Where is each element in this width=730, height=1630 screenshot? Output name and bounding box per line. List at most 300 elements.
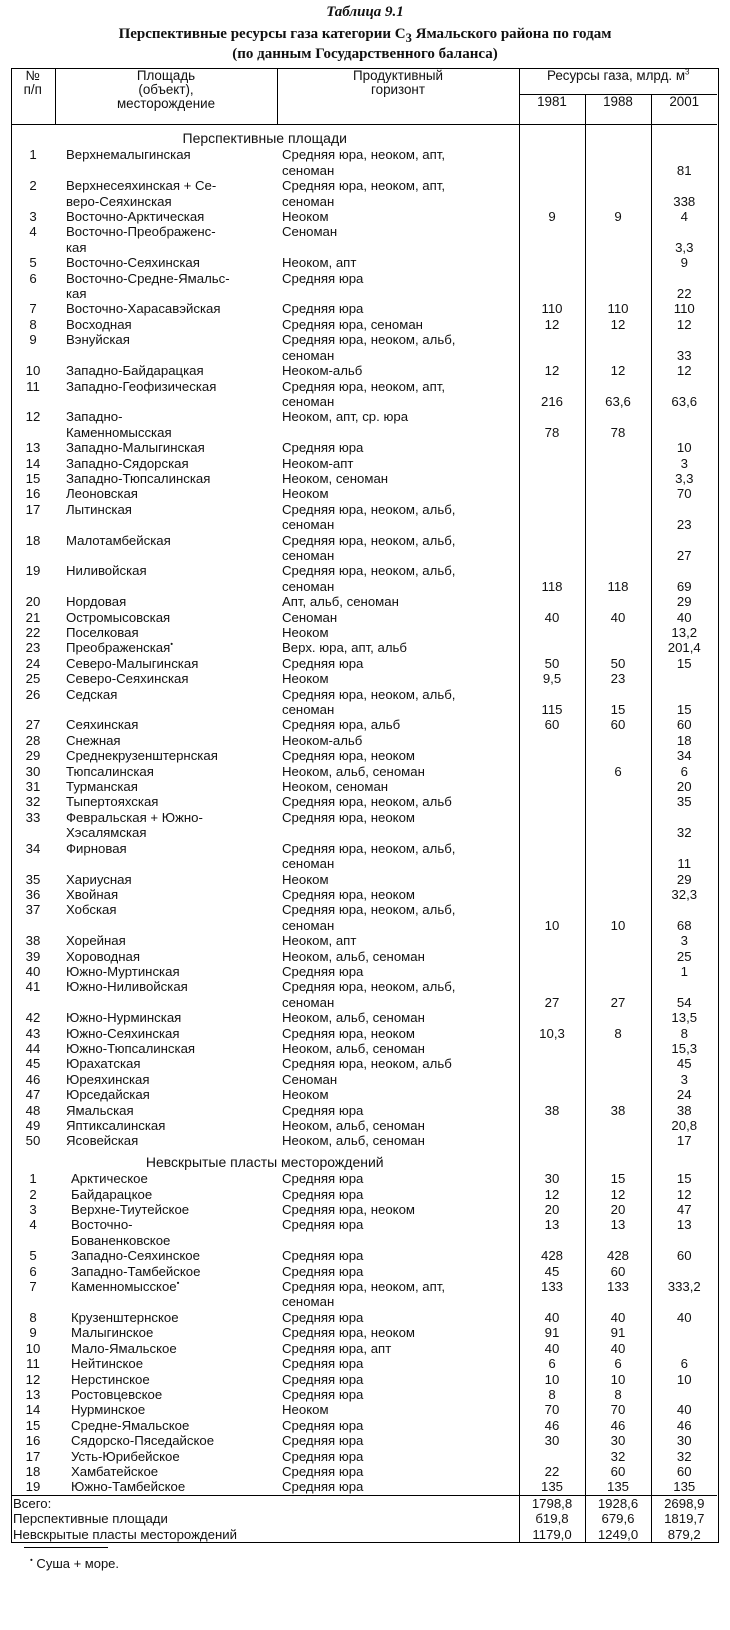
area-name: Остромысовская <box>66 609 171 625</box>
table-row <box>11 1026 717 1041</box>
resource-1981: 12 <box>519 1187 585 1202</box>
row-number: 29 <box>25 748 41 764</box>
row-number: 28 <box>25 732 41 748</box>
resource-2001: 3 <box>651 933 717 948</box>
resource-2001: 46 <box>651 1418 717 1433</box>
header-name: Площадь (объект), месторождение <box>55 69 277 125</box>
row-number: 36 <box>25 886 41 902</box>
resource-1981 <box>519 486 585 501</box>
row-number: 47 <box>25 1087 41 1103</box>
resource-1988: 15 <box>585 1171 651 1186</box>
totals-row <box>11 1527 717 1542</box>
productive-horizon: Неоком, альб, сеноман <box>282 1040 425 1056</box>
resource-1988: 40 <box>585 1310 651 1325</box>
resource-1988 <box>585 810 651 841</box>
row-number: 30 <box>25 763 41 779</box>
total-1981: 1798,8 <box>519 1495 585 1511</box>
area-name: Тюпсалинская <box>66 763 154 779</box>
resource-1988: 10 <box>585 902 651 933</box>
table-row <box>11 733 717 748</box>
area-name: Усть-Юрибейское <box>71 1448 180 1464</box>
row-number: 12 <box>25 1371 41 1387</box>
row-number: 22 <box>25 625 41 640</box>
total-2001: 2698,9 <box>651 1495 717 1511</box>
resource-2001: 38 <box>651 1103 717 1118</box>
resource-2001: 135 <box>651 1479 717 1495</box>
productive-horizon: Средняя юра <box>282 1186 364 1202</box>
row-number: 27 <box>25 717 41 733</box>
resource-1988 <box>585 949 651 964</box>
resource-2001: 29 <box>651 594 717 609</box>
productive-horizon: Средняя юра <box>282 655 364 671</box>
footnote: • Суша + море. <box>30 1555 120 1571</box>
resource-1981 <box>519 964 585 979</box>
resource-2001: 10 <box>651 440 717 455</box>
row-number: 31 <box>25 779 41 795</box>
row-number: 45 <box>25 1056 41 1072</box>
resource-1988 <box>585 1118 651 1133</box>
productive-horizon: Сеноман <box>282 609 338 625</box>
row-number: 9 <box>29 332 37 348</box>
resource-1988: 15 <box>585 687 651 718</box>
resource-1981: 40 <box>519 1310 585 1325</box>
resource-1981 <box>519 332 585 363</box>
productive-horizon: Неоком <box>282 625 329 640</box>
table-row <box>11 794 717 809</box>
section1-title: Перспективные площади <box>182 130 347 146</box>
resource-2001: 27 <box>651 533 717 564</box>
empty-cell <box>585 1149 651 1171</box>
area-name: Ямальская <box>66 1102 134 1118</box>
row-number: 25 <box>25 671 41 687</box>
resource-1981: 9,5 <box>519 671 585 686</box>
resource-1988 <box>585 779 651 794</box>
resource-1981 <box>519 224 585 255</box>
resource-1988: 38 <box>585 1103 651 1118</box>
table-row <box>11 1202 717 1217</box>
resource-1988 <box>585 255 651 270</box>
row-number: 8 <box>29 1309 37 1325</box>
table-row <box>11 1464 717 1479</box>
resource-1981 <box>519 933 585 948</box>
productive-horizon: Средняя юра <box>282 1463 364 1479</box>
resource-2001: 35 <box>651 794 717 809</box>
productive-horizon: Неоком, альб, сеноман <box>282 1010 425 1026</box>
resource-1981 <box>519 271 585 302</box>
resource-1981: 78 <box>519 409 585 440</box>
resource-1981 <box>519 1010 585 1025</box>
resource-2001: 45 <box>651 1056 717 1071</box>
resource-2001 <box>651 671 717 686</box>
productive-horizon: Средняя юра <box>282 1448 364 1464</box>
productive-horizon: Неоком, апт <box>282 255 357 271</box>
area-name: Нордовая <box>66 594 127 610</box>
table-row <box>11 301 717 316</box>
productive-horizon: Средняя юра, неоком, альб, сеноман <box>282 902 456 933</box>
productive-horizon: Неоком <box>282 1402 329 1418</box>
productive-horizon: Средняя юра <box>282 1263 364 1279</box>
area-name: Хорейная <box>66 933 126 949</box>
table-row <box>11 933 717 948</box>
resource-1988 <box>585 1056 651 1071</box>
resource-1981 <box>519 255 585 270</box>
row-number: 20 <box>25 594 41 610</box>
productive-horizon: Средняя юра, сеноман <box>282 316 423 332</box>
gas-resources-table <box>11 68 717 1542</box>
area-name: Сядорско-Пяседайское <box>71 1433 215 1449</box>
resource-2001: 60 <box>651 717 717 732</box>
resource-2001: 60 <box>651 1464 717 1479</box>
resource-2001: 40 <box>651 1310 717 1325</box>
table-row <box>11 1041 717 1056</box>
resource-2001: 40 <box>651 610 717 625</box>
resource-2001: 4 <box>651 209 717 224</box>
resource-1981 <box>519 748 585 763</box>
resource-1988 <box>585 1087 651 1102</box>
productive-horizon: Неоком, альб, сеноман <box>282 1133 425 1149</box>
area-name: Леоновская <box>66 486 138 502</box>
empty-cell <box>585 125 651 148</box>
row-number: 5 <box>29 255 37 271</box>
row-number: 1 <box>29 1171 37 1187</box>
productive-horizon: Неоком, альб, сеноман <box>282 948 425 964</box>
productive-horizon: Верх. юра, апт, альб <box>282 640 407 656</box>
productive-horizon: Средняя юра <box>282 1217 364 1233</box>
row-number: 14 <box>25 455 41 471</box>
resource-1981: 20 <box>519 1202 585 1217</box>
resource-1988 <box>585 224 651 255</box>
resource-2001: 32,3 <box>651 887 717 902</box>
section1-title-row <box>11 125 717 148</box>
area-name: Южно-Тамбейское <box>71 1479 186 1495</box>
area-name: Восточно- Бованенковское <box>71 1217 171 1248</box>
resource-1988: 12 <box>585 317 651 332</box>
table-row <box>11 1118 717 1133</box>
row-number: 42 <box>25 1010 41 1026</box>
area-name: Западно-Малыгинская <box>66 440 205 456</box>
resource-1988: 50 <box>585 656 651 671</box>
table-row <box>11 317 717 332</box>
empty-cell <box>651 125 717 148</box>
area-name: Снежная <box>66 732 121 748</box>
resource-2001: 3,3 <box>651 471 717 486</box>
table-row <box>11 717 717 732</box>
resource-2001: 30 <box>651 1433 717 1448</box>
resource-1981 <box>519 1118 585 1133</box>
resource-1988: 27 <box>585 979 651 1010</box>
table-row <box>11 671 717 686</box>
productive-horizon: Средняя юра, неоком, альб, сеноман <box>282 332 456 363</box>
resource-2001: 24 <box>651 1087 717 1102</box>
resource-1981: 10 <box>519 902 585 933</box>
productive-horizon: Средняя юра <box>282 440 364 456</box>
table-row <box>11 841 717 872</box>
area-name: Лытинская <box>66 501 132 517</box>
resource-1988: 60 <box>585 1264 651 1279</box>
resource-2001: 47 <box>651 1202 717 1217</box>
resource-1988: 12 <box>585 1187 651 1202</box>
title-line1: Перспективные ресурсы газа категории С <box>118 26 406 42</box>
resource-1988 <box>585 933 651 948</box>
totals-label: Всего: <box>11 1495 519 1511</box>
table-row <box>11 1341 717 1356</box>
productive-horizon: Средняя юра, неоком, альб <box>282 794 452 810</box>
row-number: 7 <box>29 1279 37 1295</box>
area-name: Западно-Геофизическая <box>66 378 217 394</box>
resource-2001: 63,6 <box>651 379 717 410</box>
resource-1981: 6 <box>519 1356 585 1371</box>
productive-horizon: Средняя юра <box>282 1433 364 1449</box>
resource-2001: 20 <box>651 779 717 794</box>
resource-1988: 60 <box>585 1464 651 1479</box>
area-name: Восточно-Арктическая <box>66 209 205 225</box>
row-number: 17 <box>25 501 41 517</box>
row-number: 9 <box>29 1325 37 1341</box>
area-name: Западно-Сядорская <box>66 455 189 471</box>
resource-1988 <box>585 794 651 809</box>
resource-1988 <box>585 1072 651 1087</box>
area-name: Нурминское <box>71 1402 146 1418</box>
table-row <box>11 1279 717 1310</box>
productive-horizon: Средняя юра, неоком, альб, сеноман <box>282 532 456 563</box>
table-row <box>11 1248 717 1263</box>
resource-1981 <box>519 887 585 902</box>
table-row <box>11 887 717 902</box>
productive-horizon: Неоком, апт, ср. юра <box>282 409 409 425</box>
total-1981: 1179,0 <box>519 1527 585 1542</box>
resource-2001: 3,3 <box>651 224 717 255</box>
resource-1981 <box>519 594 585 609</box>
table-row <box>11 332 717 363</box>
area-name: Хороводная <box>66 948 141 964</box>
row-number: 33 <box>25 809 41 825</box>
row-number: 40 <box>25 963 41 979</box>
row-number: 1 <box>29 147 37 163</box>
table-row <box>11 379 717 410</box>
productive-horizon: Неоком, альб, сеноман <box>282 763 425 779</box>
area-name: Преображенская• <box>66 640 174 656</box>
resource-1981: 10 <box>519 1372 585 1387</box>
resource-2001: 201,4 <box>651 640 717 655</box>
resource-1988 <box>585 471 651 486</box>
header-num: № п/п <box>11 69 55 125</box>
resource-2001: 23 <box>651 502 717 533</box>
row-number: 21 <box>25 609 41 625</box>
resource-1988: 70 <box>585 1402 651 1417</box>
area-name: Тыпертояхская <box>66 794 159 810</box>
resource-1981: 22 <box>519 1464 585 1479</box>
resource-1988: 8 <box>585 1387 651 1402</box>
table-row <box>11 563 717 594</box>
table-row <box>11 810 717 841</box>
row-number: 44 <box>25 1040 41 1056</box>
productive-horizon: Сеноман <box>282 1071 338 1087</box>
area-name: Южно-Муртинская <box>66 963 180 979</box>
table-row <box>11 456 717 471</box>
resource-1988 <box>585 178 651 209</box>
resource-2001: 13 <box>651 1217 717 1248</box>
resource-1981 <box>519 178 585 209</box>
resource-2001 <box>651 1387 717 1402</box>
resource-1981: 110 <box>519 301 585 316</box>
resource-1988 <box>585 1041 651 1056</box>
resource-1988: 12 <box>585 363 651 378</box>
productive-horizon: Средняя юра, неоком, апт, сеноман <box>282 147 446 178</box>
row-number: 37 <box>25 902 41 918</box>
area-name: Ниливойская <box>66 563 147 579</box>
table-title <box>0 26 730 62</box>
table-row <box>11 1433 717 1448</box>
productive-horizon: Неоком <box>282 1087 329 1103</box>
table-row <box>11 1325 717 1340</box>
resource-1988: 6 <box>585 1356 651 1371</box>
area-name: Верхне-Тиутейское <box>71 1202 190 1218</box>
resource-1981 <box>519 456 585 471</box>
area-name: Юрахатская <box>66 1056 141 1072</box>
table-row <box>11 1449 717 1464</box>
productive-horizon: Средняя юра <box>282 1102 364 1118</box>
row-number: 26 <box>25 686 41 702</box>
resource-1981: 12 <box>519 317 585 332</box>
area-name: Восходная <box>66 316 132 332</box>
resource-1988: 13 <box>585 1217 651 1248</box>
empty-cell <box>651 1149 717 1171</box>
resource-1988: 118 <box>585 563 651 594</box>
resource-1981: 40 <box>519 1341 585 1356</box>
resource-2001: 1 <box>651 964 717 979</box>
area-name: Яптиксалинская <box>66 1118 166 1133</box>
productive-horizon: Средняя юра, неоком, апт, сеноман <box>282 378 446 409</box>
resource-1988 <box>585 594 651 609</box>
table-row <box>11 1010 717 1025</box>
resource-2001: 81 <box>651 147 717 178</box>
productive-horizon: Неоком <box>282 671 329 687</box>
resource-1981: 70 <box>519 1402 585 1417</box>
resource-2001: 15 <box>651 687 717 718</box>
resource-1988 <box>585 1133 651 1148</box>
resource-1981: 135 <box>519 1479 585 1495</box>
resource-1988: 32 <box>585 1449 651 1464</box>
resource-2001: 33 <box>651 332 717 363</box>
total-1988: 1928,6 <box>585 1495 651 1511</box>
total-1988: 1249,0 <box>585 1527 651 1542</box>
resource-1981: 115 <box>519 687 585 718</box>
row-number: 24 <box>25 655 41 671</box>
productive-horizon: Средняя юра <box>282 1417 364 1433</box>
resource-2001: 12 <box>651 1187 717 1202</box>
productive-horizon: Неоком, апт <box>282 933 357 949</box>
productive-horizon: Неоком-альб <box>282 363 363 379</box>
table-row <box>11 1418 717 1433</box>
table-row <box>11 872 717 887</box>
table-row <box>11 486 717 501</box>
resource-2001: 12 <box>651 363 717 378</box>
title-line2: (по данным Государственного баланса) <box>232 46 498 62</box>
table-row <box>11 964 717 979</box>
table-row <box>11 1187 717 1202</box>
resource-2001: 32 <box>651 810 717 841</box>
table-row <box>11 640 717 655</box>
resource-1981 <box>519 1056 585 1071</box>
resource-1981 <box>519 794 585 809</box>
productive-horizon: Средняя юра <box>282 1371 364 1387</box>
table-row <box>11 209 717 224</box>
resource-2001: 9 <box>651 255 717 270</box>
area-name: Седская <box>66 686 118 702</box>
resource-2001: 11 <box>651 841 717 872</box>
row-number: 13 <box>25 440 41 456</box>
productive-horizon: Средняя юра <box>282 1386 364 1402</box>
productive-horizon: Средняя юра, неоком, альб, сеноман <box>282 686 456 718</box>
resource-1981: 38 <box>519 1103 585 1118</box>
resource-1981: 10,3 <box>519 1026 585 1041</box>
resource-2001: 15,3 <box>651 1041 717 1056</box>
resource-2001: 12 <box>651 317 717 332</box>
table-row <box>11 1372 717 1387</box>
area-name: Восточно-Сеяхинская <box>66 255 200 271</box>
area-name: Верхнемалыгинская <box>66 147 191 163</box>
area-name: Турманская <box>66 779 138 795</box>
area-name: Сеяхинская <box>66 717 139 733</box>
area-name: Юрседайская <box>66 1087 150 1103</box>
area-name: Средне-Ямальское <box>71 1417 190 1433</box>
productive-horizon: Средняя юра, апт <box>282 1340 392 1356</box>
section2-title-row <box>11 1149 717 1171</box>
resource-1981 <box>519 1072 585 1087</box>
area-name: Ясовейская <box>66 1133 139 1149</box>
row-number: 48 <box>25 1102 41 1118</box>
resource-2001: 17 <box>651 1133 717 1148</box>
resource-1981 <box>519 1449 585 1464</box>
productive-horizon: Средняя юра <box>282 963 364 979</box>
row-number: 17 <box>25 1448 41 1464</box>
resource-1981 <box>519 471 585 486</box>
table-row <box>11 1133 717 1148</box>
area-name: Южно-Сеяхинская <box>66 1025 180 1041</box>
resource-2001: 6 <box>651 764 717 779</box>
productive-horizon: Средняя юра <box>282 270 364 286</box>
productive-horizon: Средняя юра, неоком <box>282 1325 415 1341</box>
row-number: 13 <box>25 1386 41 1402</box>
area-name: Февральская + Южно- Хэсалямская <box>66 809 203 841</box>
resource-1981: 50 <box>519 656 585 671</box>
productive-horizon: Средняя юра, неоком <box>282 886 415 902</box>
resource-1981 <box>519 764 585 779</box>
row-number: 49 <box>25 1118 41 1133</box>
resource-1981: 216 <box>519 379 585 410</box>
resource-1988: 78 <box>585 409 651 440</box>
row-number: 4 <box>29 224 37 240</box>
resource-1981 <box>519 1087 585 1102</box>
area-name: Хобская <box>66 902 117 918</box>
productive-horizon: Средняя юра, неоком <box>282 809 415 825</box>
area-name: Восточно-Средне-Ямальс- кая <box>66 270 230 302</box>
totals-label: Перспективные площади <box>13 1511 168 1527</box>
resource-1988 <box>585 887 651 902</box>
resource-1981 <box>519 949 585 964</box>
table-row <box>11 1387 717 1402</box>
table-row <box>11 178 717 209</box>
row-number: 43 <box>25 1025 41 1041</box>
row-number: 2 <box>29 1186 37 1202</box>
productive-horizon: Средняя юра, неоком, альб <box>282 1056 452 1072</box>
resource-1988: 60 <box>585 717 651 732</box>
table-row <box>11 409 717 440</box>
resource-2001: 333,2 <box>651 1279 717 1310</box>
resource-1988 <box>585 1010 651 1025</box>
resource-2001: 70 <box>651 486 717 501</box>
resource-1981: 428 <box>519 1248 585 1263</box>
